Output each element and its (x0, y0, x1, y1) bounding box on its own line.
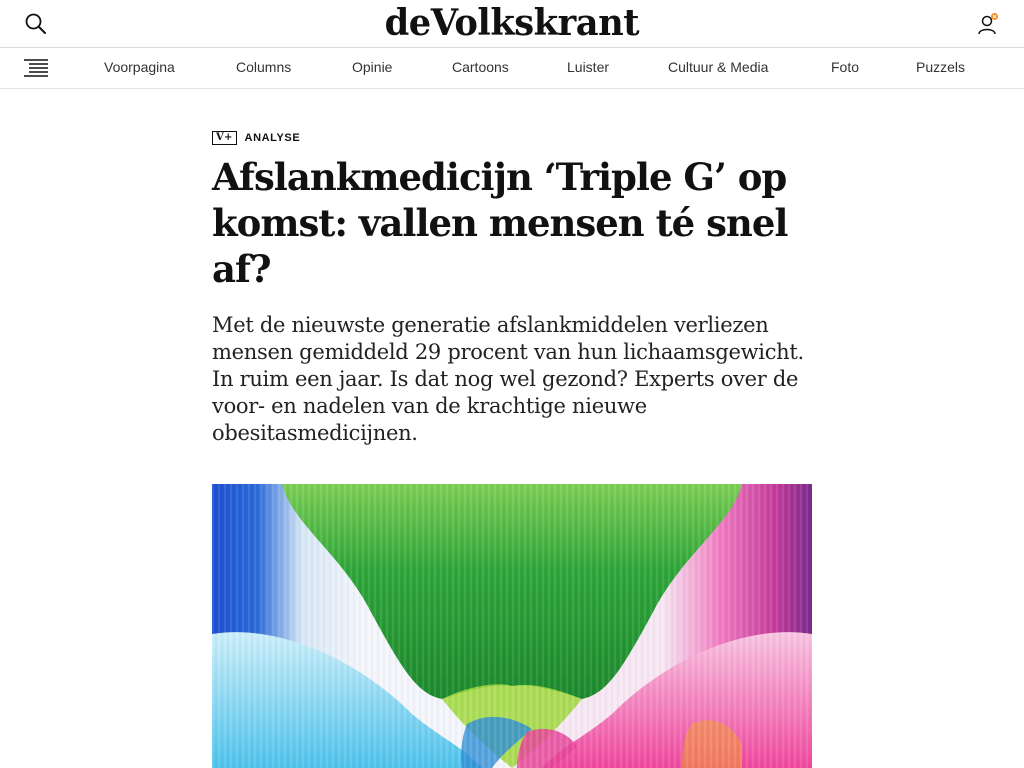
site-header (0, 0, 1024, 48)
site-logo[interactable]: deVolkskrant (384, 2, 640, 44)
nav-item-cultuur-media[interactable]: Cultuur & Media (668, 59, 769, 75)
nav-item-puzzels[interactable]: Puzzels (916, 59, 966, 75)
section-nav (0, 48, 1024, 89)
search-button[interactable] (24, 12, 48, 36)
nav-item-cartoons[interactable]: Cartoons (452, 59, 509, 75)
article-headline: Afslankmedicijn ‘Triple G’ op komst: vallen mensen té snel af? (212, 155, 788, 291)
nav-item-columns[interactable]: Columns (236, 59, 292, 75)
article-labels (212, 130, 812, 146)
nav-item-luister[interactable]: Luister (567, 59, 610, 75)
premium-badge: V+ (212, 131, 237, 145)
hero-illustration (212, 484, 812, 768)
hero-image (212, 484, 812, 768)
nav-item-voorpagina[interactable]: Voorpagina (104, 59, 175, 75)
nav-item-foto[interactable]: Foto (831, 59, 860, 75)
nav-item-opinie[interactable]: Opinie (352, 59, 393, 75)
nav-items (0, 48, 1024, 88)
article (212, 130, 812, 447)
article-lead: Met de nieuwste generatie afslankmiddelen verliezen mensen gemiddeld 29 procent van hun lichaamsgewicht. In ruim een jaar. Is dat nog wel gezond? Experts over de voor- en nadelen van de krachtige nieuwe obesitasmedicijnen. (212, 313, 804, 445)
account-button[interactable] (976, 12, 1000, 36)
user-icon (976, 12, 1000, 36)
article-kicker: ANALYSE (244, 132, 301, 144)
search-icon (24, 12, 48, 36)
